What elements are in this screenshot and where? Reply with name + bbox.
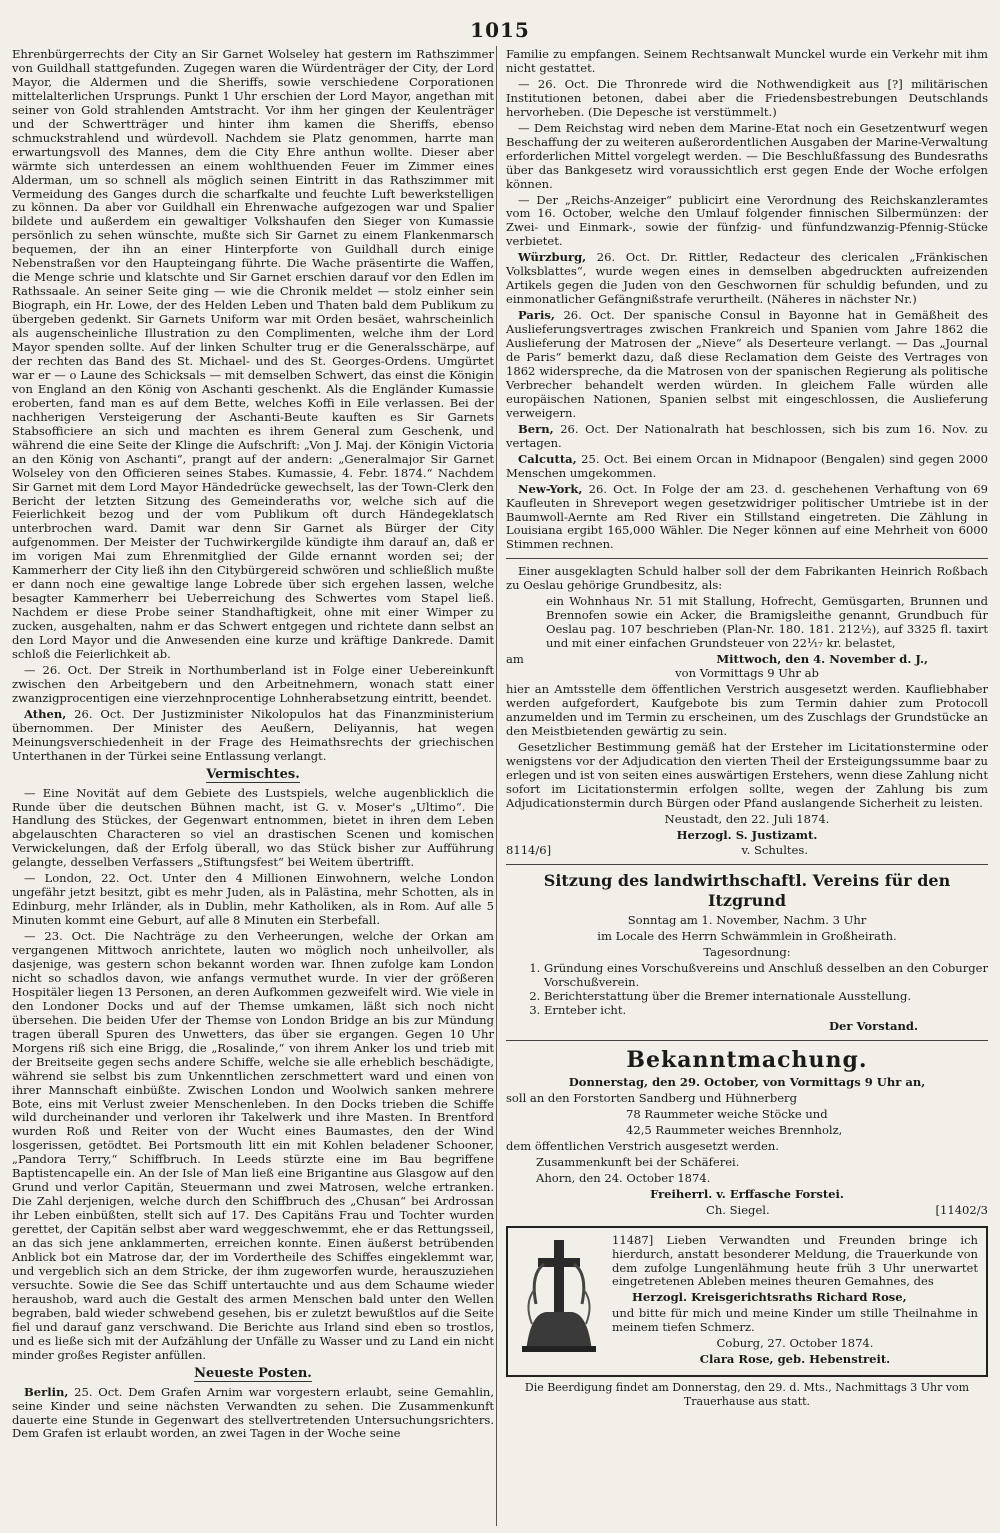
ad-bekanntmachung-number: [11402/3: [935, 1202, 988, 1217]
ad-auction-number: 8114/6]: [506, 843, 552, 858]
ad-auction-footer: [506, 844, 988, 858]
death-notice-widow: Clara Rose, geb. Hebenstreit.: [699, 1352, 891, 1367]
news-wuerzburg: Würzburg, 26. Oct. Dr. Rittler, Redacteur des clericalen „Fränkischen Volksblattes“, wurde wegen eines in demselben abgedruckten aufreizenden Artikels gegen die Juden von den Geschwornen für schuldig befunden, und zu einmonatlicher Gefängnißstrafe verurtheilt. (Näheres in nächster Nr.): [506, 250, 988, 307]
ad-auction-am: am: [506, 652, 524, 667]
ad-auction-date: Mittwoch, den 4. November d. J.,: [716, 652, 928, 667]
ad-verein-agenda: [506, 962, 988, 1018]
misc-london-population: — London, 22. Oct. Unter den 4 Millionen Einwohnern, welche London ungefähr jetzt besitzt, gibt es mehr Juden, als in Palästina, mehr Schotten, als in Edinburg, mehr Irländer, als in Dublin, mehr Katholiken, als in Rom. Auf alle 5 Minuten kommt eine Geburt, auf alle 8 Minuten ein Sterbefall.: [12, 871, 494, 928]
news-bern: Bern, 26. Oct. Der Nationalrath hat beschlossen, sich bis zum 16. Nov. zu vertagen.: [506, 421, 988, 450]
ad-separator: [506, 1040, 988, 1041]
ad-auction-signer: v. Schultes.: [741, 843, 808, 858]
ad-verein-line1: Sonntag am 1. November, Nachm. 3 Uhr: [627, 913, 867, 928]
ad-auction-time: von Vormittags 9 Uhr ab: [675, 666, 819, 681]
agenda-item: 2. Berichterstattung über die Bremer internationale Ausstellung.: [544, 990, 988, 1004]
ad-bekanntmachung-body4: dem öffentlichen Verstrich ausgesetzt werden.: [506, 1138, 779, 1153]
section-heading-neueste-posten: Neueste Posten.: [194, 1365, 312, 1381]
ad-bekanntmachung: [506, 1047, 988, 1218]
ad-bekanntmachung-date: Donnerstag, den 29. October, von Vormittags 9 Uhr an,: [568, 1075, 926, 1090]
section-heading-vermischtes: Vermischtes.: [206, 766, 300, 782]
death-notice-name: Herzogl. Kreisgerichtsraths Richard Rose,: [632, 1290, 907, 1305]
ad-bekanntmachung-body3: 42,5 Raummeter weiches Brennholz,: [626, 1122, 843, 1137]
ad-bekanntmachung-body1: soll an den Forstorten Sandberg und Hühnerberg: [506, 1091, 797, 1105]
ad-auction-office: Herzogl. S. Justizamt.: [676, 827, 818, 842]
ad-auction-date-row: [506, 653, 988, 667]
ad-bekanntmachung-title: Bekanntmachung.: [626, 1047, 868, 1074]
death-notice-funeral: Die Beerdigung findet am Donnerstag, den 29. d. Mts., Nachmittags 3 Uhr vom Trauerhause aus statt.: [524, 1381, 970, 1409]
cross-memorial-icon: [516, 1234, 602, 1370]
article-athens: [12, 708, 494, 764]
news-berlin-text: 25. Oct. Dem Grafen Arnim war vorgestern erlaubt, seine Gemahlin, seine Kinder und seine nächsten Verwandten zu sehen. Die Zusammenkunft dauerte eine Stunde in Gegenwart des stellvertretenden Untersuchungsrichters. Dem Grafen ist erlaubt worden, an zwei Tagen in der Woche seine: [12, 1384, 494, 1441]
ad-auction-item: ein Wohnhaus Nr. 51 mit Stallung, Hofrecht, Gemüsgarten, Brunnen und Brennofen sowie ein Acker, die Bramigsleithe genannt, Grundbuch für Oeslau pag. 107 beschrieben (Plan-Nr. 180. 181. 212½), auf 3325 fl. taxirt und mit einer einfachen Grundsteuer von 22¹⁄₁₇ kr. belastet,: [546, 594, 988, 651]
ad-auction-body: hier an Amtsstelle dem öffentlichen Verstrich ausgesetzt werden. Kaufliebhaber werden aufgefordert, Kaufgebote bis zum Termin dahier zum Protocoll anzumelden und im Termin zu erscheinen, um des Zuschlags der Grundstücke an den Meistbietenden gewärtig zu sein.: [506, 681, 988, 738]
ad-bekanntmachung-footer: [506, 1204, 988, 1218]
ad-auction-place-date: Neustadt, den 22. Juli 1874.: [664, 811, 830, 826]
ad-auction-body2: Gesetzlicher Bestimmung gemäß hat der Ersteher im Licitationstermine oder wenigstens vor der Adjudication den vierten Theil der Ersteigungssumme baar zu erlegen und ist von seiten eines auswärtigen Erstehers, wenn diese Zahlung nicht sofort im Licitationstermin erfolgen sollte, wegen der Zahlung bis zum Adjudicationstermin durch Bürgen oder Pfand auslangende Sicherheit zu leisten.: [506, 739, 988, 810]
dateline-athens: Athen,: [24, 706, 67, 721]
news-paris: Paris, 26. Oct. Der spanische Consul in Bayonne hat in Gemäßheit des Auslieferungsvertrages zwischen Frankreich und Spanien vom Jahre 1862 die Auslieferung der Matrosen der „Nieve“ als Deserteure verlangt. — Das „Journal de Paris“ bemerkt dazu, daß diese Reclamation dem Geiste des Vertrages von 1862 widerspreche, da die Matrosen von der spanischen Regierung als politische Verbrecher behandelt werden würden. In gleichem Falle würden alle europäischen Nationen, Spanien selbst mit eingeschlossen, die Auslieferung verweigern.: [506, 308, 988, 420]
ad-verein-sign: Der Vorstand.: [829, 1019, 918, 1034]
article-wolseley: Ehrenbürgerrechts der City an Sir Garnet Wolseley hat gestern im Rathszimmer von Guildhall stattgefunden. Zugegen waren die Würdenträger der City, der Lord Mayor, die Aldermen und die Sheriffs, sowie verschiedene Corporationen mittelalterlichen Ursprungs. Punkt 1 Uhr erschien der Lord Mayor, angethan mit seiner von Gold strahlenden Amtstracht. Vor ihm her gingen der Keulenträger und der Schwertträger und hinter ihm kamen die Sheriffs, ebenso schmuckstrahlend und würdevoll. Nachdem sie Platz genommen, harrte man erwartungsvoll des Mannes, dem die City Ehre anthun wollte. Dieser aber wärmte sich unterdessen an einem wohlthuenden Feuer im Zimmer eines Alderman, um so schnell als möglich seinen Eintritt in das Rathszimmer mit Vermeidung des Ganges durch die scharfkalte und feuchte Luft bewerkstelligen zu können. Da aber vor Guildhall ein Ehrenwache aufgezogen war und Spalier bildete und außerdem ein gewaltiger Volkshaufen den Sieger von Kumassie persönlich zu sehen wünschte, mußte sich Sir Garnet zu einem Flankenmarsch bequemen, der ihn an einer Hinterpforte von Guildhall durch einige Nebenstraßen vor den Haupteingang führte. Die Wache präsentirte die Waffen, die Menge schrie und klatschte und Sir Garnet erschien darauf vor den Edlen im Rathssaale. An seiner Seite ging — wie die Chronik meldet — stolz einher sein Biograph, ein Hr. Lowe, der des Helden Leben und Thaten bald dem Publikum zu übergeben gedenkt. Sir Garnets Uniform war mit Orden besäet, wahrscheinlich als augenscheinliche Illustration zu den Complimenten, welche ihm der Lord Mayor spenden sollte. Auf der linken Schulter trug er die Generalsschärpe, auf der rechten das Band des St. Michael- und des St. Georges-Ordens. Umgürtet war er — o Laune des Schicksals — mit demselben Schwert, das einst die Königin von England an den König von Aschanti geschenkt. Als die Engländer Kumassie eroberten, fand man es auf dem Bette, welches Koffi in Eile verlassen. Bei der nachherigen Versteigerung der Aschanti-Beute kauften es Sir Garnets Stabsofficiere an sich und machten es ihrem General zum Geschenk, und während die eine Seite der Klinge die Aufschrift: „Von J. Maj. der Königin Victoria an den König von Aschanti“, prangt auf der andern: „Generalmajor Sir Garnet Wolseley von den Officieren seines Stabes. Kumassie, 4. Febr. 1874.“ Nachdem Sir Garnet mit dem Lord Mayor Händedrücke gewechselt, las der Town-Clerk den Bericht der letzten Sitzung des Gemeinderaths vor, welche sich auf die Feierlichkeit bezog und der vom Publikum oft durch Händegeklatsch unterbrochen ward. Damit war denn Sir Garnet als Bürger der City aufgenommen. Der Meister der Tuchwirkergilde kündigte ihm darauf an, daß er im vorigen Mai zum Ehrenmitglied der Gilde ernannt worden sei; der Kammerherr der City ließ ihn den Citybürgereid schwören und schließlich mußte er dann noch eine gewaltige lange Lobrede über sich ergehen lassen, welche besagter Kammerherr bei Ueberreichung des Schwertes vom Stapel ließ. Nachdem er diese Probe seiner Standhaftigkeit, ohne mit einer Wimper zu zucken, ausgehalten, nahm er das Schwert entgegen und richtete dann selbst an den Lord Mayor und die Anwesenden eine kurze und kräftige Dankrede. Damit schloß die Feierlichkeit ab.: [12, 47, 494, 661]
ad-bekanntmachung-signer: Ch. Siegel.: [706, 1202, 770, 1217]
news-thronrede: — 26. Oct. Die Thronrede wird die Nothwendigkeit aus [?] militärischen Institutionen betonen, dabei aber die Friedensbestrebungen Deutschlands hervorheben. (Die Depesche ist verstümmelt.): [506, 76, 988, 119]
ad-verein-agenda-label: Tagesordnung:: [703, 945, 791, 960]
article-northumberland-strike: — 26. Oct. Der Streik in Northumberland ist in Folge einer Uebereinkunft zwischen den Arbeitgebern und den Arbeitnehmern, wonach statt einer zwanzigprocentigen eine vierzehnprocentige Lohnherabsetzung eintritt, beendet.: [12, 662, 494, 705]
ad-auction-notice: [506, 565, 988, 858]
news-berlin-continued: Familie zu empfangen. Seinem Rechtsanwalt Munckel wurde ein Verkehr mit ihm nicht gestattet.: [506, 47, 988, 75]
page-number: 1015: [470, 18, 530, 42]
ad-separator: [506, 558, 988, 559]
ad-bekanntmachung-body5: Zusammenkunft bei der Schäferei.: [536, 1154, 740, 1169]
ad-separator: [506, 864, 988, 865]
news-calcutta: Calcutta, 25. Oct. Bei einem Orcan in Midnapoor (Bengalen) sind gegen 2000 Menschen umgekommen.: [506, 451, 988, 480]
ad-verein-meeting: [506, 871, 988, 1034]
agenda-item: 3. Ernteber icht.: [544, 1004, 988, 1018]
ad-verein-line2: im Locale des Herrn Schwämmlein in Großheirath.: [597, 929, 897, 944]
death-notice-intro: 11487] Lieben Verwandten und Freunden bringe ich hierdurch, anstatt besonderer Meldung, die Trauerkunde von dem zufolge Lungenlähmung heute früh 3 Uhr unerwartet eingetretenen Ableben meines theuren Gemahnes, des: [612, 1232, 978, 1289]
ad-auction-intro: Einer ausgeklagten Schuld halber soll der dem Fabrikanten Heinrich Roßbach zu Oeslau gehörige Grundbesitz, als:: [506, 564, 988, 593]
death-notice-place-date: Coburg, 27. October 1874.: [716, 1336, 874, 1351]
left-column: [12, 48, 494, 1528]
misc-storm: — 23. Oct. Die Nachträge zu den Verheerungen, welche der Orkan am vergangenen Mittwoch anrichtete, lauten wo möglich noch unheilvoller, als dasjenige, was gestern schon bekannt worden war. Ihnen zufolge kam London nicht so schadlos davon, wie anfangs vermuthet wurde. In vier der größeren Hospitäler liegen 13 Personen, an deren Aufkommen gezweifelt wird. Wie viele in den Londoner Docks und auf der Themse umkamen, läßt sich noch nicht übersehen. Die beiden Ufer der Themse von London Bridge an bis zur Mündung tragen überall Spuren des Unwetters, das über sie ergangen. Gegen 10 Uhr Morgens riß sich eine Brigg, die „Rosalinde,“ von ihrem Anker los und trieb mit der Breitseite gegen sechs andere Schiffe, welche sie alle erheblich beschädigte, während sie selbst bis zum Unkenntlichen zerschmettert ward und einen von ihrer Mannschaft einbüßte. Zwischen London und Woolwich sanken mehrere Bote, eins mit Verlust zweier Menschenleben. In den Docks trieben die Schiffe wild durcheinander und verloren ihr Takelwerk und ihre Masten. In Brentford wurden Roß und Reiter von der Wucht eines Baumastes, den der Wind losgerissen, getödtet. Bei Portsmouth litt ein mit Kohlen beladener Schooner, „Pandora Terry,“ Schiffbruch. In Leeds stürzte eine im Bau begriffene Baptistencapelle ein. An der Isle of Man ließ eine Brigantine aus Glasgow auf den Grund und verlor Capitän, Steuermann und zwei Matrosen, welche ertranken. Die Zahl derjenigen, welche durch den Schiffbruch des „Chusan“ bei Ardrossan ihr Leben einbüßten, stellt sich auf 17. Des Capitäns Frau und Tochter wurden gerettet, der Capitän selbst aber ward weggeschwemmt, ehe er das Rettungsseil, an das sich jene anklammerten, erreichen konnte. Einen äußerst betrübenden Anblick bot ein Matrose dar, der im Vordertheile des Schiffes eingeklemmt war, und vergeblich sich an dem Stricke, der ihm zugeworfen wurde, herauszuziehen versuchte. Sowie die See das Schiff untertauchte und aus dem Schaume wieder heraushob, ward auch die Gestalt des armen Menschen bald unter den Wellen begraben, bald wieder schwebend gesehen, bis er zuletzt bewußtlos auf die Seite fiel und darauf ganz verschwand. Die Berichte aus Irland sind eben so trostlos, und es ließe sich mit der Aufzählung der Unfälle zu Wasser und zu Land ein nicht minder großes Register anfüllen.: [12, 929, 494, 1362]
news-berlin: [12, 1386, 494, 1442]
death-notice-text: [612, 1234, 978, 1370]
agenda-item: 1. Gründung eines Vorschußvereins und Anschluß desselben an den Coburger Vorschußverein.: [544, 962, 988, 990]
right-column: [506, 48, 988, 1411]
news-reichstag: — Dem Reichstag wird neben dem Marine-Etat noch ein Gesetzentwurf wegen Beschaffung der zu weiteren außerordentlichen Ausgaben der Marine-Verwaltung erforderlichen Mittel vorgelegt werden. — Die Beschlußfassung des Bundesraths über das Bankgesetz wird voraussichtlich erst gegen Ende der Woche erfolgen können.: [506, 120, 988, 191]
ad-bekanntmachung-body2: 78 Raummeter weiche Stöcke und: [626, 1106, 828, 1121]
column-divider: [496, 46, 497, 1526]
news-newyork: New-York, 26. Oct. In Folge der am 23. d. geschehenen Verhaftung von 69 Kaufleuten in Shreveport wegen gesetzwidriger politischer Umtriebe ist in der Baumwoll-Aernte am Red River ein Stillstand eingetreten. Die Zählung in Louisiana ergibt 165,000 Wähler. Die Neger können auf eine Mehrheit von 6000 Stimmen rechnen.: [506, 481, 988, 552]
ad-verein-title: Sitzung des landwirthschaftl. Vereins für den Itzgrund: [543, 871, 951, 911]
misc-ultimo: — Eine Novität auf dem Gebiete des Lustspiels, welche augenblicklich die Runde über die deutschen Bühnen macht, ist G. v. Moser's „Ultimo“. Die Handlung des Stückes, der Gegenwart entnommen, bietet in ihren dem Leben abgelauschten Characteren so viel an drastischen Scenen und komischen Verwickelungen, daß der Erfolg überall, wo das Stück bisher zur Aufführung gelangte, desselben Verfassers „Stiftungsfest“ bei Weitem übertrifft.: [12, 785, 494, 870]
death-notice: [506, 1226, 988, 1378]
ad-bekanntmachung-office: Freiherrl. v. Erffasche Forstei.: [650, 1186, 844, 1201]
dateline-berlin: Berlin,: [24, 1384, 69, 1399]
ad-bekanntmachung-place-date: Ahorn, den 24. October 1874.: [536, 1170, 711, 1185]
death-notice-request: und bitte für mich und meine Kinder um stille Theilnahme in meinem tiefen Schmerz.: [612, 1306, 978, 1335]
article-athens-text: 26. Oct. Der Justizminister Nikolopulos hat das Finanzministerium übernommen. Der Minister des Aeußern, Deliyannis, hat wegen Meinungsverschiedenheit in der Frage des Heimathsrechts der griechischen Unterthanen in der Türkei seine Entlassung verlangt.: [12, 706, 494, 763]
news-reichsanzeiger: — Der „Reichs-Anzeiger“ publicirt eine Verordnung des Reichskanzleramtes vom 16. October, welche den Umlauf folgender finnischen Silbermünzen: der Zwei- und Einmark-, sowie der fünfzig- und fünfundzwanzig-Pfennig-Stücke verbietet.: [506, 192, 988, 249]
